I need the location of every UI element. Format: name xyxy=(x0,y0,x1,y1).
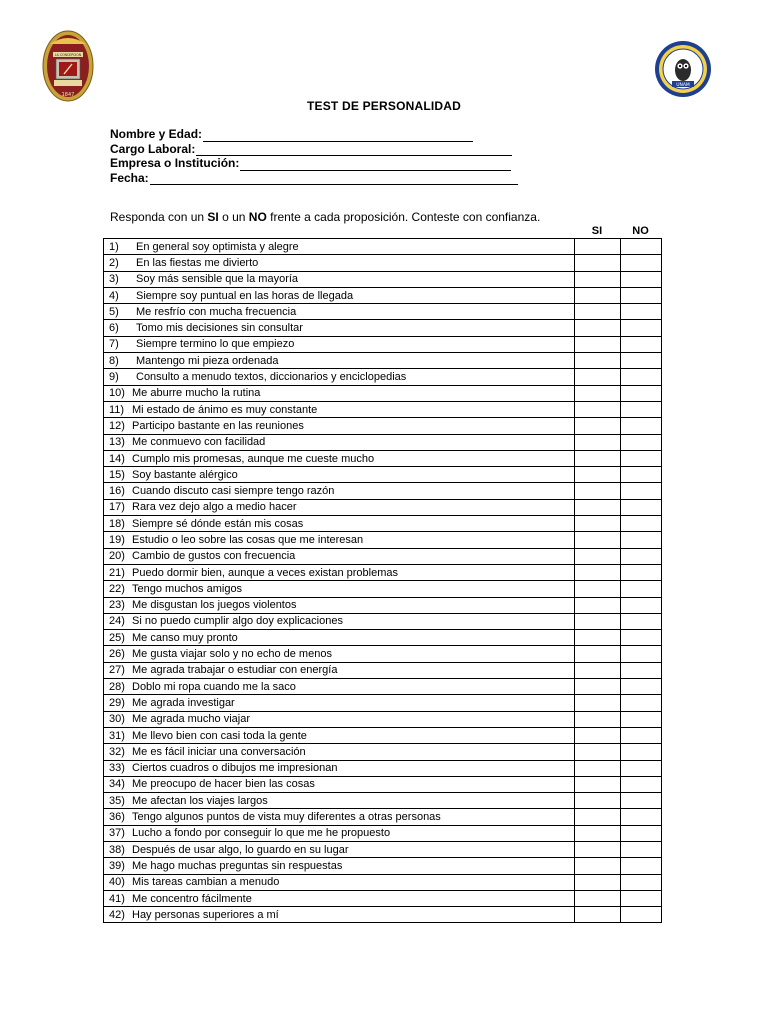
question-number: 19) xyxy=(109,533,125,546)
question-text: Consulto a menudo textos, diccionarios y enciclopedias xyxy=(136,371,407,384)
question-number: 16) xyxy=(109,485,125,498)
date-line[interactable] xyxy=(150,173,518,185)
question-text: Lucho a fondo por conseguir lo que me he propuesto xyxy=(132,827,391,840)
question-number: 34) xyxy=(109,778,125,791)
question-number: 22) xyxy=(109,582,125,595)
question-row xyxy=(104,890,662,906)
question-cell xyxy=(104,287,575,303)
question-text: Rara vez dejo algo a medio hacer xyxy=(132,501,297,514)
answer-si-cell[interactable] xyxy=(575,385,621,401)
question-cell xyxy=(104,320,575,336)
question-number: 9) xyxy=(109,371,119,384)
question-text: Siempre soy puntual en las horas de llegada xyxy=(136,289,354,302)
answer-no-cell[interactable] xyxy=(621,418,662,434)
answer-no-cell[interactable] xyxy=(621,890,662,906)
answer-no-cell[interactable] xyxy=(621,532,662,548)
question-row xyxy=(104,760,662,776)
answer-no-cell[interactable] xyxy=(621,874,662,890)
job-position-label: Cargo Laboral: xyxy=(110,141,196,156)
question-text: Soy bastante alérgico xyxy=(132,468,238,481)
question-cell xyxy=(104,401,575,417)
question-text: Si no puedo cumplir algo doy explicaciones xyxy=(132,615,343,628)
question-cell xyxy=(104,353,575,369)
question-cell xyxy=(104,255,575,271)
question-cell xyxy=(104,679,575,695)
answer-si-cell[interactable] xyxy=(575,434,621,450)
question-row xyxy=(104,385,662,401)
question-row xyxy=(104,239,662,255)
company-line[interactable] xyxy=(240,159,511,171)
question-cell xyxy=(104,613,575,629)
question-number: 2) xyxy=(109,256,119,269)
question-cell xyxy=(104,548,575,564)
question-text: Me aburre mucho la rutina xyxy=(132,387,261,400)
svg-text:UNAM: UNAM xyxy=(676,83,690,88)
answer-no-cell[interactable] xyxy=(621,239,662,255)
answer-si-cell[interactable] xyxy=(575,418,621,434)
answer-si-cell[interactable] xyxy=(575,401,621,417)
date-field[interactable] xyxy=(110,171,518,186)
question-row xyxy=(104,825,662,841)
question-text: Me hago muchas preguntas sin respuestas xyxy=(132,859,343,872)
question-cell xyxy=(104,597,575,613)
answer-si-cell[interactable] xyxy=(575,597,621,613)
question-number: 40) xyxy=(109,876,125,889)
question-text: Mis tareas cambian a menudo xyxy=(132,876,280,889)
question-number: 31) xyxy=(109,729,125,742)
instructions-si: SI xyxy=(207,210,219,224)
question-row xyxy=(104,662,662,678)
question-number: 10) xyxy=(109,387,125,400)
answer-si-cell[interactable] xyxy=(575,613,621,629)
question-cell xyxy=(104,858,575,874)
answer-si-cell[interactable] xyxy=(575,874,621,890)
question-text: Soy más sensible que la mayoría xyxy=(136,273,299,286)
answer-si-cell[interactable] xyxy=(575,320,621,336)
question-number: 36) xyxy=(109,811,125,824)
question-cell xyxy=(104,434,575,450)
question-row xyxy=(104,597,662,613)
column-header-no: NO xyxy=(632,225,649,237)
question-text: Me agrada mucho viajar xyxy=(132,713,251,726)
question-number: 18) xyxy=(109,517,125,530)
question-text: Tomo mis decisiones sin consultar xyxy=(136,322,303,335)
answer-si-cell[interactable] xyxy=(575,467,621,483)
question-number: 38) xyxy=(109,843,125,856)
instructions-text-1: Responda con un xyxy=(110,210,208,224)
question-text: Me llevo bien con casi toda la gente xyxy=(132,729,307,742)
question-text: Me afectan los viajes largos xyxy=(132,794,268,807)
question-cell xyxy=(104,467,575,483)
answer-si-cell[interactable] xyxy=(575,646,621,662)
question-cell xyxy=(104,662,575,678)
answer-no-cell[interactable] xyxy=(621,336,662,352)
question-text: Cumplo mis promesas, aunque me cueste mucho xyxy=(132,452,375,465)
answer-si-cell[interactable] xyxy=(575,564,621,580)
answer-si-cell[interactable] xyxy=(575,369,621,385)
question-text: Puedo dormir bien, aunque a veces existan problemas xyxy=(132,566,398,579)
answer-no-cell[interactable] xyxy=(621,760,662,776)
question-number: 24) xyxy=(109,615,125,628)
question-text: Después de usar algo, lo guardo en su lugar xyxy=(132,843,349,856)
answer-si-cell[interactable] xyxy=(575,890,621,906)
question-row xyxy=(104,467,662,483)
answer-no-cell[interactable] xyxy=(621,353,662,369)
question-text: Me preocupo de hacer bien las cosas xyxy=(132,778,315,791)
answer-si-cell[interactable] xyxy=(575,744,621,760)
question-cell xyxy=(104,841,575,857)
date-label: Fecha: xyxy=(110,170,149,185)
question-cell xyxy=(104,450,575,466)
question-text: En las fiestas me divierto xyxy=(136,256,259,269)
question-cell xyxy=(104,776,575,792)
answer-no-cell[interactable] xyxy=(621,450,662,466)
question-cell xyxy=(104,581,575,597)
question-cell xyxy=(104,727,575,743)
question-text: Me canso muy pronto xyxy=(132,631,238,644)
unam-owl-seal-logo xyxy=(654,40,712,98)
question-number: 14) xyxy=(109,452,125,465)
instructions xyxy=(110,210,540,224)
answer-no-cell[interactable] xyxy=(621,907,662,923)
answer-no-cell[interactable] xyxy=(621,711,662,727)
question-cell xyxy=(104,907,575,923)
question-cell xyxy=(104,890,575,906)
question-row xyxy=(104,271,662,287)
question-number: 41) xyxy=(109,892,125,905)
answer-no-cell[interactable] xyxy=(621,287,662,303)
answer-si-cell[interactable] xyxy=(575,907,621,923)
question-row xyxy=(104,401,662,417)
question-row xyxy=(104,695,662,711)
question-cell xyxy=(104,695,575,711)
question-number: 4) xyxy=(109,289,119,302)
answer-si-cell[interactable] xyxy=(575,711,621,727)
question-row xyxy=(104,613,662,629)
question-text: Doblo mi ropa cuando me la saco xyxy=(132,680,296,693)
answer-no-cell[interactable] xyxy=(621,516,662,532)
answer-si-cell[interactable] xyxy=(575,450,621,466)
question-number: 21) xyxy=(109,566,125,579)
column-header-si: SI xyxy=(591,225,603,237)
question-number: 33) xyxy=(109,762,125,775)
question-row xyxy=(104,304,662,320)
question-text: Mi estado de ánimo es muy constante xyxy=(132,403,318,416)
answer-si-cell[interactable] xyxy=(575,499,621,515)
answer-no-cell[interactable] xyxy=(621,858,662,874)
answer-no-cell[interactable] xyxy=(621,369,662,385)
question-number: 32) xyxy=(109,745,125,758)
question-cell xyxy=(104,760,575,776)
question-cell xyxy=(104,825,575,841)
answer-no-cell[interactable] xyxy=(621,434,662,450)
question-row xyxy=(104,679,662,695)
answer-no-cell[interactable] xyxy=(621,646,662,662)
answer-no-cell[interactable] xyxy=(621,727,662,743)
answer-no-cell[interactable] xyxy=(621,793,662,809)
question-text: Me agrada investigar xyxy=(132,696,235,709)
question-cell xyxy=(104,271,575,287)
question-cell xyxy=(104,809,575,825)
question-cell xyxy=(104,711,575,727)
question-number: 12) xyxy=(109,419,125,432)
question-number: 29) xyxy=(109,696,125,709)
company-label: Empresa o Institución: xyxy=(110,156,240,170)
answer-si-cell[interactable] xyxy=(575,336,621,352)
question-number: 23) xyxy=(109,599,125,612)
answer-no-cell[interactable] xyxy=(621,467,662,483)
question-row xyxy=(104,727,662,743)
question-number: 5) xyxy=(109,305,119,318)
answer-no-cell[interactable] xyxy=(621,499,662,515)
question-text: Participo bastante en las reuniones xyxy=(132,419,304,432)
question-text: Tengo algunos puntos de vista muy diferentes a otras personas xyxy=(132,811,441,824)
instructions-text-2: o un xyxy=(218,210,249,224)
question-row xyxy=(104,336,662,352)
answer-si-cell[interactable] xyxy=(575,483,621,499)
answer-no-cell[interactable] xyxy=(621,304,662,320)
svg-text:LA CONCEPCION: LA CONCEPCION xyxy=(54,53,82,57)
answer-si-cell[interactable] xyxy=(575,287,621,303)
answer-no-cell[interactable] xyxy=(621,630,662,646)
answer-no-cell[interactable] xyxy=(621,581,662,597)
question-number: 28) xyxy=(109,680,125,693)
question-cell xyxy=(104,532,575,548)
name-age-label: Nombre y Edad: xyxy=(110,127,203,141)
answer-si-cell[interactable] xyxy=(575,532,621,548)
question-row xyxy=(104,646,662,662)
answer-si-cell[interactable] xyxy=(575,858,621,874)
question-text: Me conmuevo con facilidad xyxy=(132,436,266,449)
answer-si-cell[interactable] xyxy=(575,727,621,743)
question-cell xyxy=(104,336,575,352)
answer-si-cell[interactable] xyxy=(575,304,621,320)
answer-no-cell[interactable] xyxy=(621,841,662,857)
question-number: 25) xyxy=(109,631,125,644)
question-text: Me es fácil iniciar una conversación xyxy=(132,745,306,758)
name-age-field[interactable] xyxy=(110,127,518,142)
answer-si-cell[interactable] xyxy=(575,516,621,532)
question-row xyxy=(104,369,662,385)
question-text: Ciertos cuadros o dibujos me impresionan xyxy=(132,762,338,775)
question-text: Me agrada trabajar o estudiar con energía xyxy=(132,664,338,677)
question-text: Me gusta viajar solo y no echo de menos xyxy=(132,648,332,661)
question-row xyxy=(104,255,662,271)
answer-si-cell[interactable] xyxy=(575,581,621,597)
question-number: 30) xyxy=(109,713,125,726)
question-text: Tengo muchos amigos xyxy=(132,582,243,595)
question-text: Me disgustan los juegos violentos xyxy=(132,599,297,612)
answer-no-cell[interactable] xyxy=(621,695,662,711)
question-row xyxy=(104,907,662,923)
question-number: 7) xyxy=(109,338,119,351)
question-cell xyxy=(104,564,575,580)
question-cell xyxy=(104,418,575,434)
answer-no-cell[interactable] xyxy=(621,662,662,678)
question-cell xyxy=(104,499,575,515)
answer-si-cell[interactable] xyxy=(575,825,621,841)
question-row xyxy=(104,434,662,450)
answer-si-cell[interactable] xyxy=(575,679,621,695)
question-cell xyxy=(104,385,575,401)
answer-no-cell[interactable] xyxy=(621,809,662,825)
question-row xyxy=(104,287,662,303)
question-row xyxy=(104,630,662,646)
question-number: 6) xyxy=(109,322,119,335)
name-age-line[interactable] xyxy=(203,130,473,142)
answer-si-cell[interactable] xyxy=(575,255,621,271)
answer-si-cell[interactable] xyxy=(575,271,621,287)
question-cell xyxy=(104,483,575,499)
answer-no-cell[interactable] xyxy=(621,548,662,564)
question-cell xyxy=(104,516,575,532)
question-number: 35) xyxy=(109,794,125,807)
instructions-no: NO xyxy=(248,210,267,224)
answer-no-cell[interactable] xyxy=(621,483,662,499)
question-row xyxy=(104,564,662,580)
question-row xyxy=(104,532,662,548)
question-number: 1) xyxy=(109,240,119,253)
answer-no-cell[interactable] xyxy=(621,679,662,695)
answer-si-cell[interactable] xyxy=(575,793,621,809)
job-position-line[interactable] xyxy=(196,144,512,156)
answer-si-cell[interactable] xyxy=(575,760,621,776)
question-cell xyxy=(104,646,575,662)
question-row xyxy=(104,483,662,499)
question-row xyxy=(104,353,662,369)
answer-no-cell[interactable] xyxy=(621,401,662,417)
question-number: 26) xyxy=(109,648,125,661)
question-text: Hay personas superiores a mí xyxy=(132,908,279,921)
answer-si-cell[interactable] xyxy=(575,548,621,564)
answer-no-cell[interactable] xyxy=(621,320,662,336)
question-cell xyxy=(104,239,575,255)
answer-si-cell[interactable] xyxy=(575,630,621,646)
question-row xyxy=(104,744,662,760)
question-row xyxy=(104,841,662,857)
question-row xyxy=(104,499,662,515)
instructions-text-3: frente a cada proposición. Conteste con confianza. xyxy=(266,210,541,224)
question-row xyxy=(104,776,662,792)
question-row xyxy=(104,809,662,825)
answer-no-cell[interactable] xyxy=(621,271,662,287)
question-text: Cambio de gustos con frecuencia xyxy=(132,550,296,563)
answer-no-cell[interactable] xyxy=(621,385,662,401)
question-text: Me concentro fácilmente xyxy=(132,892,252,905)
question-row xyxy=(104,418,662,434)
question-number: 27) xyxy=(109,664,125,677)
answer-si-cell[interactable] xyxy=(575,841,621,857)
question-number: 13) xyxy=(109,436,125,449)
questions-table xyxy=(103,238,662,923)
question-number: 11) xyxy=(109,403,125,416)
question-number: 8) xyxy=(109,354,119,367)
university-crest-logo xyxy=(42,30,94,102)
question-cell xyxy=(104,630,575,646)
page-title: TEST DE PERSONALIDAD xyxy=(306,99,461,113)
question-row xyxy=(104,516,662,532)
question-row xyxy=(104,793,662,809)
question-cell xyxy=(104,874,575,890)
answer-no-cell[interactable] xyxy=(621,825,662,841)
question-cell xyxy=(104,744,575,760)
question-row xyxy=(104,581,662,597)
question-number: 17) xyxy=(109,501,125,514)
question-cell xyxy=(104,369,575,385)
answer-no-cell[interactable] xyxy=(621,744,662,760)
question-number: 37) xyxy=(109,827,125,840)
question-row xyxy=(104,858,662,874)
question-number: 42) xyxy=(109,908,125,921)
answer-no-cell[interactable] xyxy=(621,564,662,580)
answer-si-cell[interactable] xyxy=(575,662,621,678)
question-row xyxy=(104,548,662,564)
answer-no-cell[interactable] xyxy=(621,597,662,613)
company-field[interactable] xyxy=(110,156,518,171)
question-row xyxy=(104,874,662,890)
question-row xyxy=(104,711,662,727)
question-text: Mantengo mi pieza ordenada xyxy=(136,354,279,367)
respondent-info-fields xyxy=(110,127,518,185)
question-text: Siempre termino lo que empiezo xyxy=(136,338,295,351)
answer-no-cell[interactable] xyxy=(621,776,662,792)
question-row xyxy=(104,320,662,336)
svg-text:1847: 1847 xyxy=(61,92,75,98)
answer-si-cell[interactable] xyxy=(575,809,621,825)
job-position-field[interactable] xyxy=(110,142,518,157)
answer-si-cell[interactable] xyxy=(575,239,621,255)
answer-si-cell[interactable] xyxy=(575,353,621,369)
answer-no-cell[interactable] xyxy=(621,255,662,271)
answer-si-cell[interactable] xyxy=(575,776,621,792)
question-row xyxy=(104,450,662,466)
question-cell xyxy=(104,793,575,809)
answer-si-cell[interactable] xyxy=(575,695,621,711)
question-number: 20) xyxy=(109,550,125,563)
answer-no-cell[interactable] xyxy=(621,613,662,629)
question-number: 3) xyxy=(109,273,119,286)
question-number: 39) xyxy=(109,859,125,872)
question-cell xyxy=(104,304,575,320)
question-number: 15) xyxy=(109,468,125,481)
question-text: En general soy optimista y alegre xyxy=(136,240,299,253)
question-text: Siempre sé dónde están mis cosas xyxy=(132,517,304,530)
question-text: Cuando discuto casi siempre tengo razón xyxy=(132,485,335,498)
question-text: Me resfrío con mucha frecuencia xyxy=(136,305,297,318)
question-text: Estudio o leo sobre las cosas que me interesan xyxy=(132,533,364,546)
